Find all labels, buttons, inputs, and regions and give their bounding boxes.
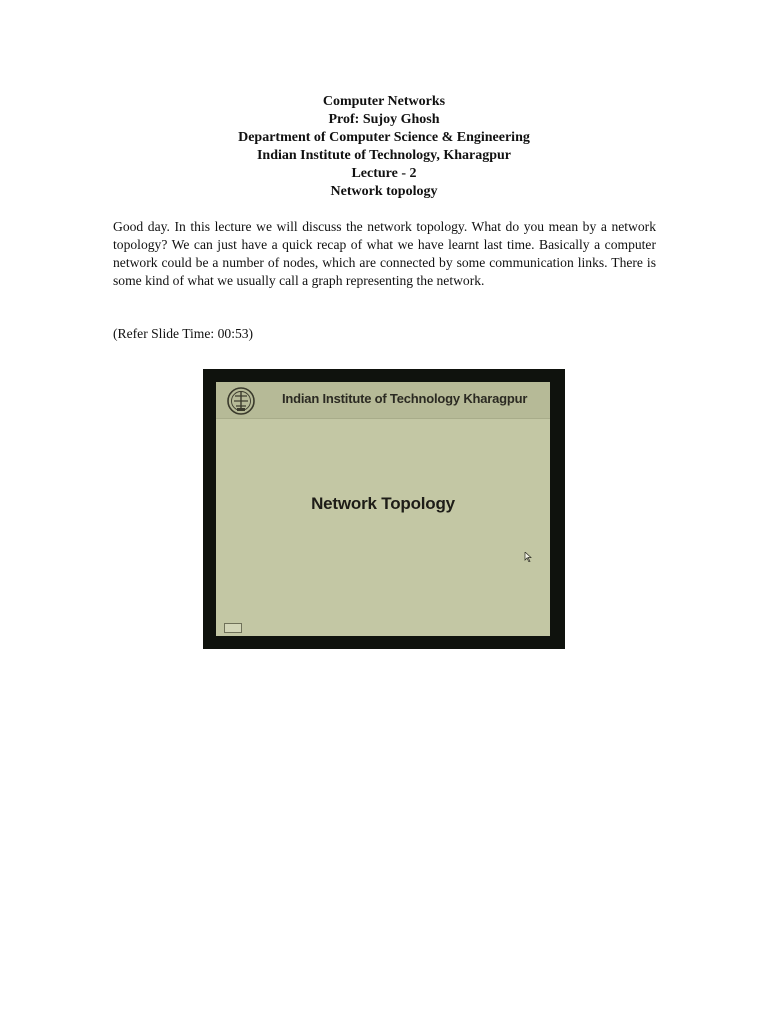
course-title: Computer Networks — [322, 94, 446, 109]
institute-name: Indian Institute of Technology, Kharagpur — [256, 148, 511, 163]
slide-header-band — [216, 382, 550, 419]
refer-slide-time: (Refer Slide Time: 00:53) — [113, 326, 254, 341]
intro-paragraph: Good day. In this lecture we will discuss the network topology. What do you mean by a network topology? We can just have a quick recap of what we have learnt last time. Basically a computer network could be a number of nodes, which are connected by some communication links. There is some kind of what we usually call a graph representing the network. — [113, 219, 656, 288]
slide-content — [216, 382, 550, 636]
slide-nav-icon — [224, 623, 242, 633]
document-header — [0, 93, 768, 201]
professor-name: Prof: Sujoy Ghosh — [328, 112, 440, 127]
lecture-number: Lecture - 2 — [351, 166, 417, 181]
slide-title: Network Topology — [311, 494, 455, 513]
mouse-pointer-icon — [524, 552, 532, 562]
department-name: Department of Computer Science & Engineering — [238, 130, 530, 145]
slide-image — [203, 369, 565, 649]
lecture-topic: Network topology — [330, 184, 438, 199]
slide-institute-name: Indian Institute of Technology Kharagpur — [282, 391, 528, 406]
iit-kharagpur-emblem-icon — [226, 386, 256, 416]
